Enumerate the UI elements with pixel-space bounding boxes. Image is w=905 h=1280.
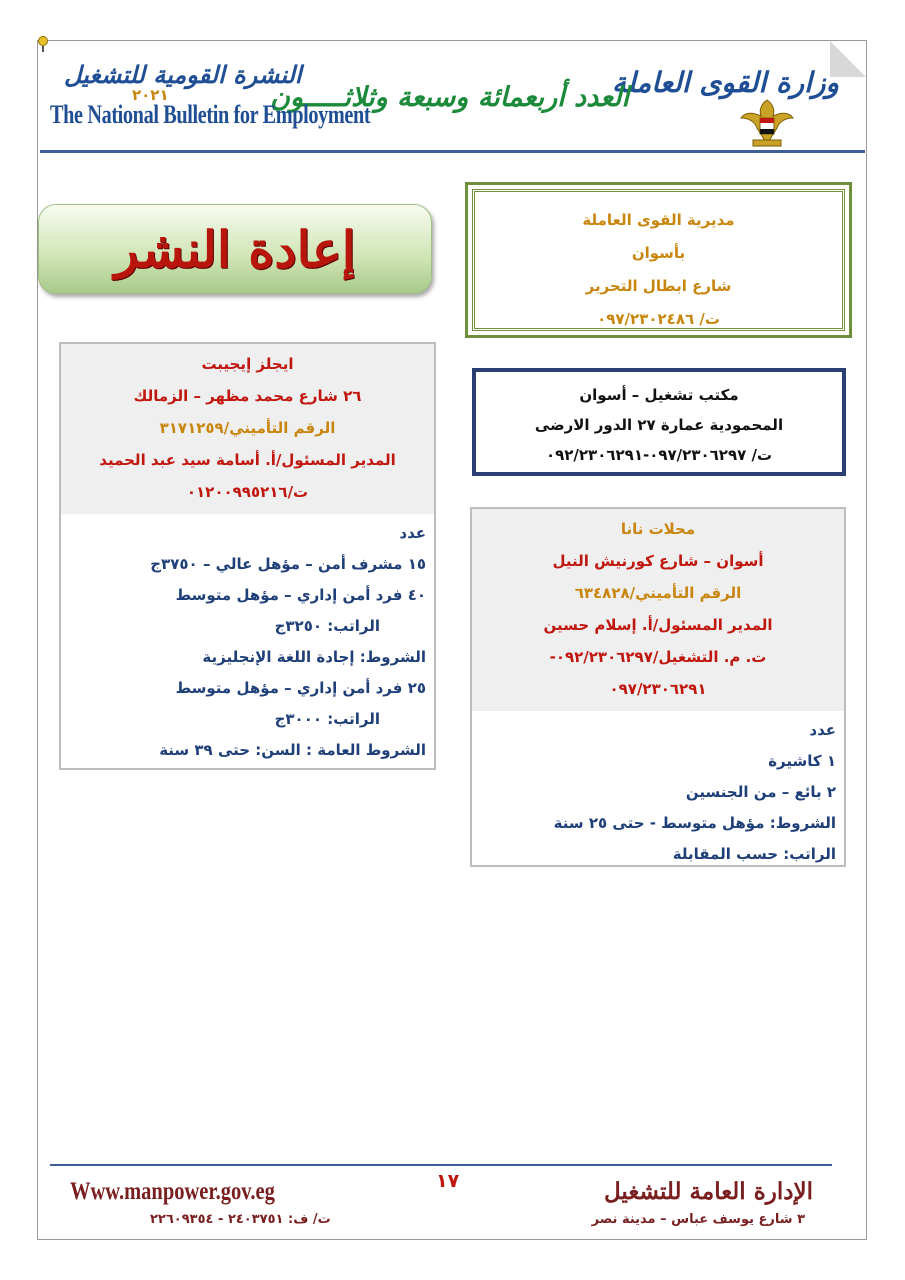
list-item: ٢ بائع – من الجنسين xyxy=(685,783,836,801)
office-address: المحمودية عمارة ٢٧ الدور الارضى xyxy=(534,416,784,434)
bulletin-title-english: The National Bulletin for Employment xyxy=(50,100,371,129)
bulletin-title-arabic: النشرة القومية للتشغيل xyxy=(64,60,302,89)
job-card-nana-stores xyxy=(470,507,846,867)
directorate-name: مديرية القوى العاملة xyxy=(582,211,735,229)
insurance-number: الرقم التأميني/٦٣٤٨٢٨ xyxy=(574,584,742,602)
conditions-line: الشروط: مؤهل متوسط - حتى ٢٥ سنة xyxy=(553,814,836,832)
issue-number: العدد أربعمائة وسبعة وثلاثـــــون xyxy=(270,82,629,113)
vacancies-list xyxy=(61,514,434,774)
company-header xyxy=(472,509,844,711)
manager-name: المدير المسئول/أ. أسامة سيد عبد الحميد xyxy=(99,451,396,469)
directorate-box xyxy=(465,182,852,338)
salary-line: الراتب: حسب المقابلة xyxy=(672,845,836,863)
footer-phones: ت/ ف: ٢٤٠٣٧٥١ - ٢٢٦٠٩٣٥٤ xyxy=(150,1212,331,1227)
company-header xyxy=(61,344,434,514)
department-address: ٣ شارع يوسف عباس – مدينة نصر xyxy=(591,1212,805,1227)
insurance-number: الرقم التأميني/٣١٧١٢٥٩ xyxy=(159,419,336,437)
salary-line: الراتب: ٣٢٥٠ج xyxy=(274,617,380,635)
header-divider xyxy=(40,150,865,153)
footer-divider xyxy=(50,1164,832,1166)
manager-name: المدير المسئول/أ. إسلام حسين xyxy=(543,616,773,634)
page-number: ١٧ xyxy=(436,1170,460,1192)
company-name: محلات نانا xyxy=(620,520,696,538)
republish-badge xyxy=(38,204,432,294)
vacancies-list xyxy=(472,711,844,878)
egypt-eagle-emblem-icon xyxy=(739,94,795,150)
republish-label: إعادة النشر xyxy=(114,219,356,279)
list-item: ١ كاشيرة xyxy=(768,752,836,770)
company-address: أسوان – شارع كورنيش النيل xyxy=(552,552,764,570)
pin-icon xyxy=(38,36,48,50)
office-phone: ت/ ٠٩٧/٢٣٠٦٢٩٧-٠٩٢/٢٣٠٦٢٩١ xyxy=(545,446,773,464)
directorate-street: شارع ابطال التحرير xyxy=(585,277,732,295)
directorate-phone: ت/ ٠٩٧/٢٣٠٢٤٨٦ xyxy=(597,310,720,328)
list-item: ٤٠ فرد أمن إداري – مؤهل متوسط xyxy=(175,586,426,604)
conditions-line: الشروط: إجادة اللغة الإنجليزية xyxy=(202,648,426,666)
company-address: ٢٦ شارع محمد مظهر – الزمالك xyxy=(133,387,362,405)
salary-line: الراتب: ٣٠٠٠ج xyxy=(274,710,380,728)
job-card-eagles-egypt xyxy=(59,342,436,770)
office-phone-line: ت. م. التشغيل/٠٩٢/٢٣٠٦٢٩٧- xyxy=(549,648,767,666)
bulletin-header xyxy=(44,56,859,152)
office-phone-line-2: ٠٩٧/٢٣٠٦٢٩١ xyxy=(609,680,707,698)
count-heading: عدد xyxy=(809,721,836,739)
directorate-city: بأسوان xyxy=(631,244,686,262)
company-name: ايجلز إيجيبت xyxy=(201,355,294,373)
ministry-title: وزارة القوى العاملة xyxy=(612,66,839,99)
list-item: ٢٥ فرد أمن إداري – مؤهل متوسط xyxy=(175,679,426,697)
bulletin-year: ٢٠٢١ xyxy=(132,86,169,104)
employment-office-box xyxy=(472,368,846,476)
list-item: ١٥ مشرف أمن – مؤهل عالي – ٣٧٥٠ج xyxy=(150,555,426,573)
department-name: الإدارة العامة للتشغيل xyxy=(604,1178,813,1205)
company-phone: ت/٠١٢٠٠٩٩٥٢١٦ xyxy=(186,483,309,501)
office-name: مكتب تشغيل – أسوان xyxy=(579,386,739,404)
count-heading: عدد xyxy=(399,524,426,542)
general-conditions-line: الشروط العامة : السن: حتى ٣٩ سنة xyxy=(159,741,426,759)
website-link[interactable]: Www.manpower.gov.eg xyxy=(70,1178,275,1205)
